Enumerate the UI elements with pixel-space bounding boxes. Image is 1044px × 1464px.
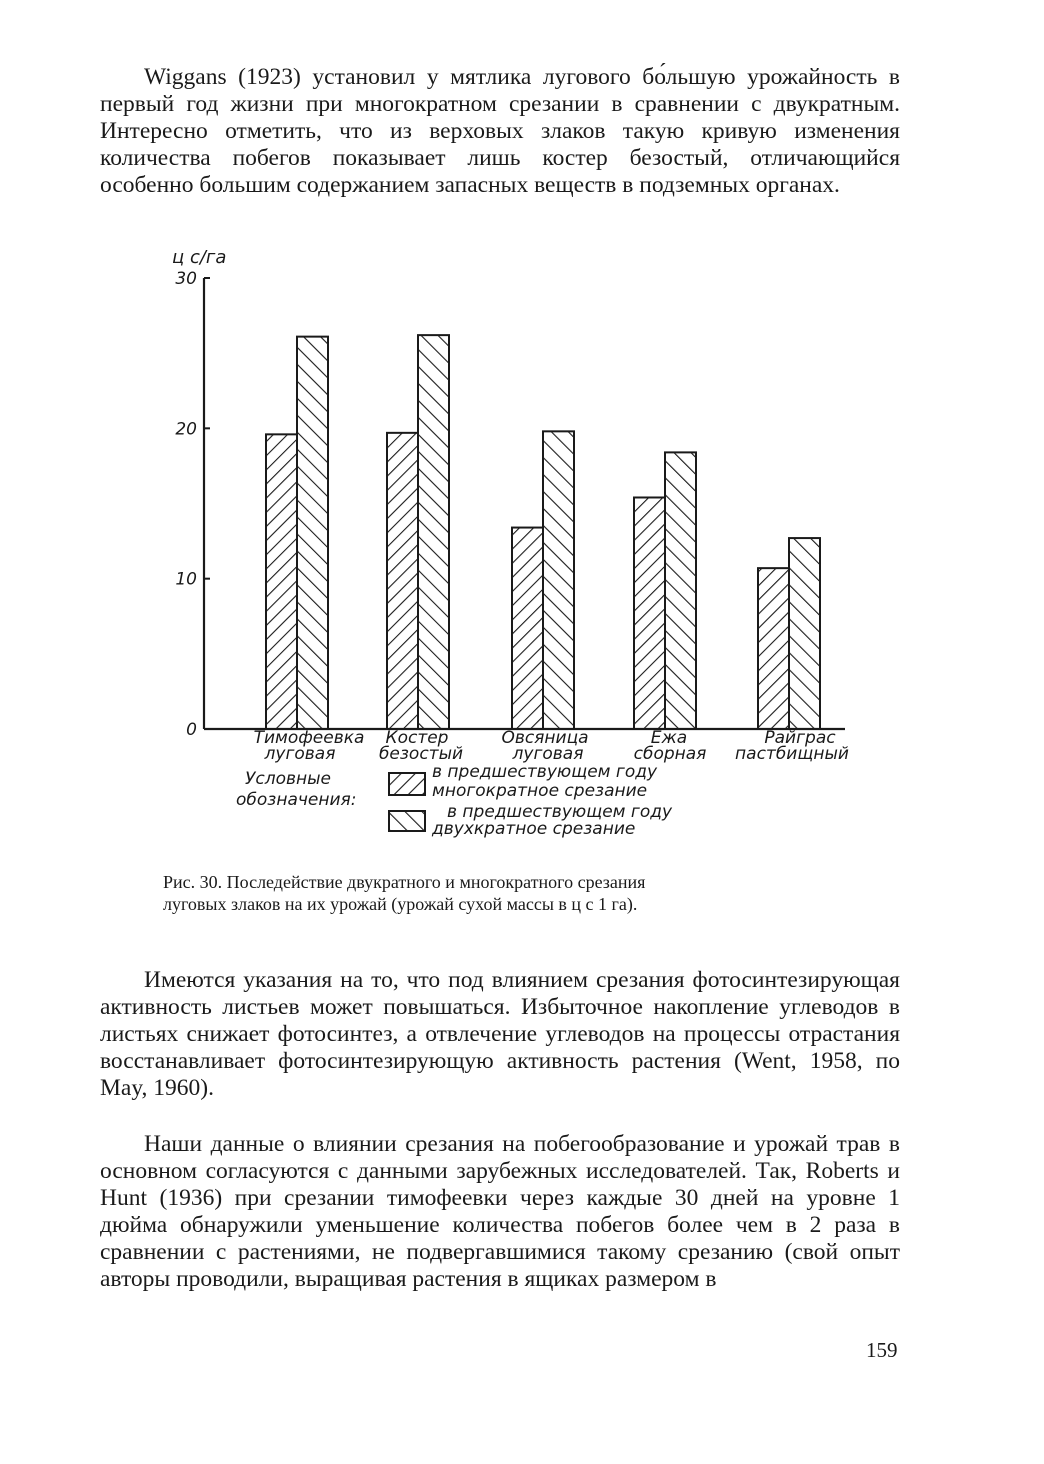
caption-line-1: Рис. 30. Последействие двукратного и многократного срезания <box>163 872 646 892</box>
category-label-5-line-2: пастбищный <box>735 744 849 764</box>
legend-item-2-line-1: в предшествующем году <box>447 802 673 822</box>
bar-multiple-cut-2 <box>387 433 418 729</box>
bar-multiple-cut-3 <box>512 528 543 729</box>
category-label-5-line-1: Райграс <box>764 728 836 748</box>
legend-swatch-double-cut <box>389 811 425 831</box>
legend-item-1-line-2: многократное срезание <box>432 781 648 801</box>
y-axis-label: ц с/га <box>172 247 227 268</box>
category-label-4-line-1: Ежа <box>650 728 688 748</box>
y-tick-label: 30 <box>175 269 197 289</box>
legend-item-1-line-1: в предшествующем году <box>432 762 658 782</box>
paragraph-intro: Wiggans (1923) установил у мятлика лугового бо́льшую урожайность в первый год жизни при многократном срезании в сравнении с двукратным. Интересно отметить, что из верховых злаков такую кривую изменения количества побегов показывает лишь костер безостый, отличающийся особенно большим содержанием запасных веществ в подземных органах. <box>100 64 900 198</box>
category-label-2-line-1: Костер <box>385 728 449 748</box>
bar-double-cut-2 <box>418 335 449 729</box>
legend <box>236 762 673 839</box>
figure-caption <box>163 871 853 915</box>
bar-double-cut-5 <box>789 538 820 729</box>
bar-double-cut-4 <box>665 452 696 729</box>
bar-double-cut-1 <box>297 337 328 729</box>
category-label-1-line-2: луговая <box>264 744 336 764</box>
bar-multiple-cut-5 <box>758 568 789 729</box>
y-tick-label: 20 <box>175 419 197 440</box>
y-tick-label: 0 <box>186 720 197 740</box>
bars <box>266 335 820 729</box>
caption-line-2: луговых злаков на их урожай (урожай сухой массы в ц с 1 га). <box>163 894 638 914</box>
legend-swatch-multiple-cut <box>389 773 425 795</box>
category-label-2-line-2: безостый <box>378 744 464 764</box>
bar-double-cut-3 <box>543 431 574 729</box>
legend-title-line-2: обозначения: <box>236 790 357 810</box>
category-label-3-line-2: луговая <box>512 744 584 764</box>
category-label-4-line-2: сборная <box>633 744 707 764</box>
category-label-1-line-1: Тимофеевка <box>253 728 365 748</box>
legend-item-2-line-2: двухкратное срезание <box>432 819 636 839</box>
paragraph-our-data: Наши данные о влиянии срезания на побегообразование и урожай трав в основном согласуются с данными зарубежных исследователей. Так, Roberts и Hunt (1936) при срезании тимофеевки через каждые 30 дней на уровне 1 дюйма обнаружили уменьшение количества побегов более чем в 2 раза в сравнении с растениями, не подвергавшимися такому срезанию (свой опыт авторы проводили, выращивая растения в ящиках размером в <box>100 1131 900 1292</box>
category-label-3-line-1: Овсяница <box>501 728 589 748</box>
y-tick-label: 10 <box>175 569 197 590</box>
paragraph-photosynthesis: Имеются указания на то, что под влиянием срезания фотосинтезирующая активность листьев может повышаться. Избыточное накопление углеводов в листьях снижает фотосинтез, а отвлечение углеводов на процессы отрастания восстанавливает фотосинтезирующую активность растения (Went, 1958, по May, 1960). <box>100 967 900 1101</box>
bar-multiple-cut-1 <box>266 434 297 729</box>
legend-title-line-1: Условные <box>245 769 331 789</box>
bar-multiple-cut-4 <box>634 497 665 729</box>
category-labels <box>254 728 849 764</box>
page-number: 159 <box>866 1338 898 1362</box>
